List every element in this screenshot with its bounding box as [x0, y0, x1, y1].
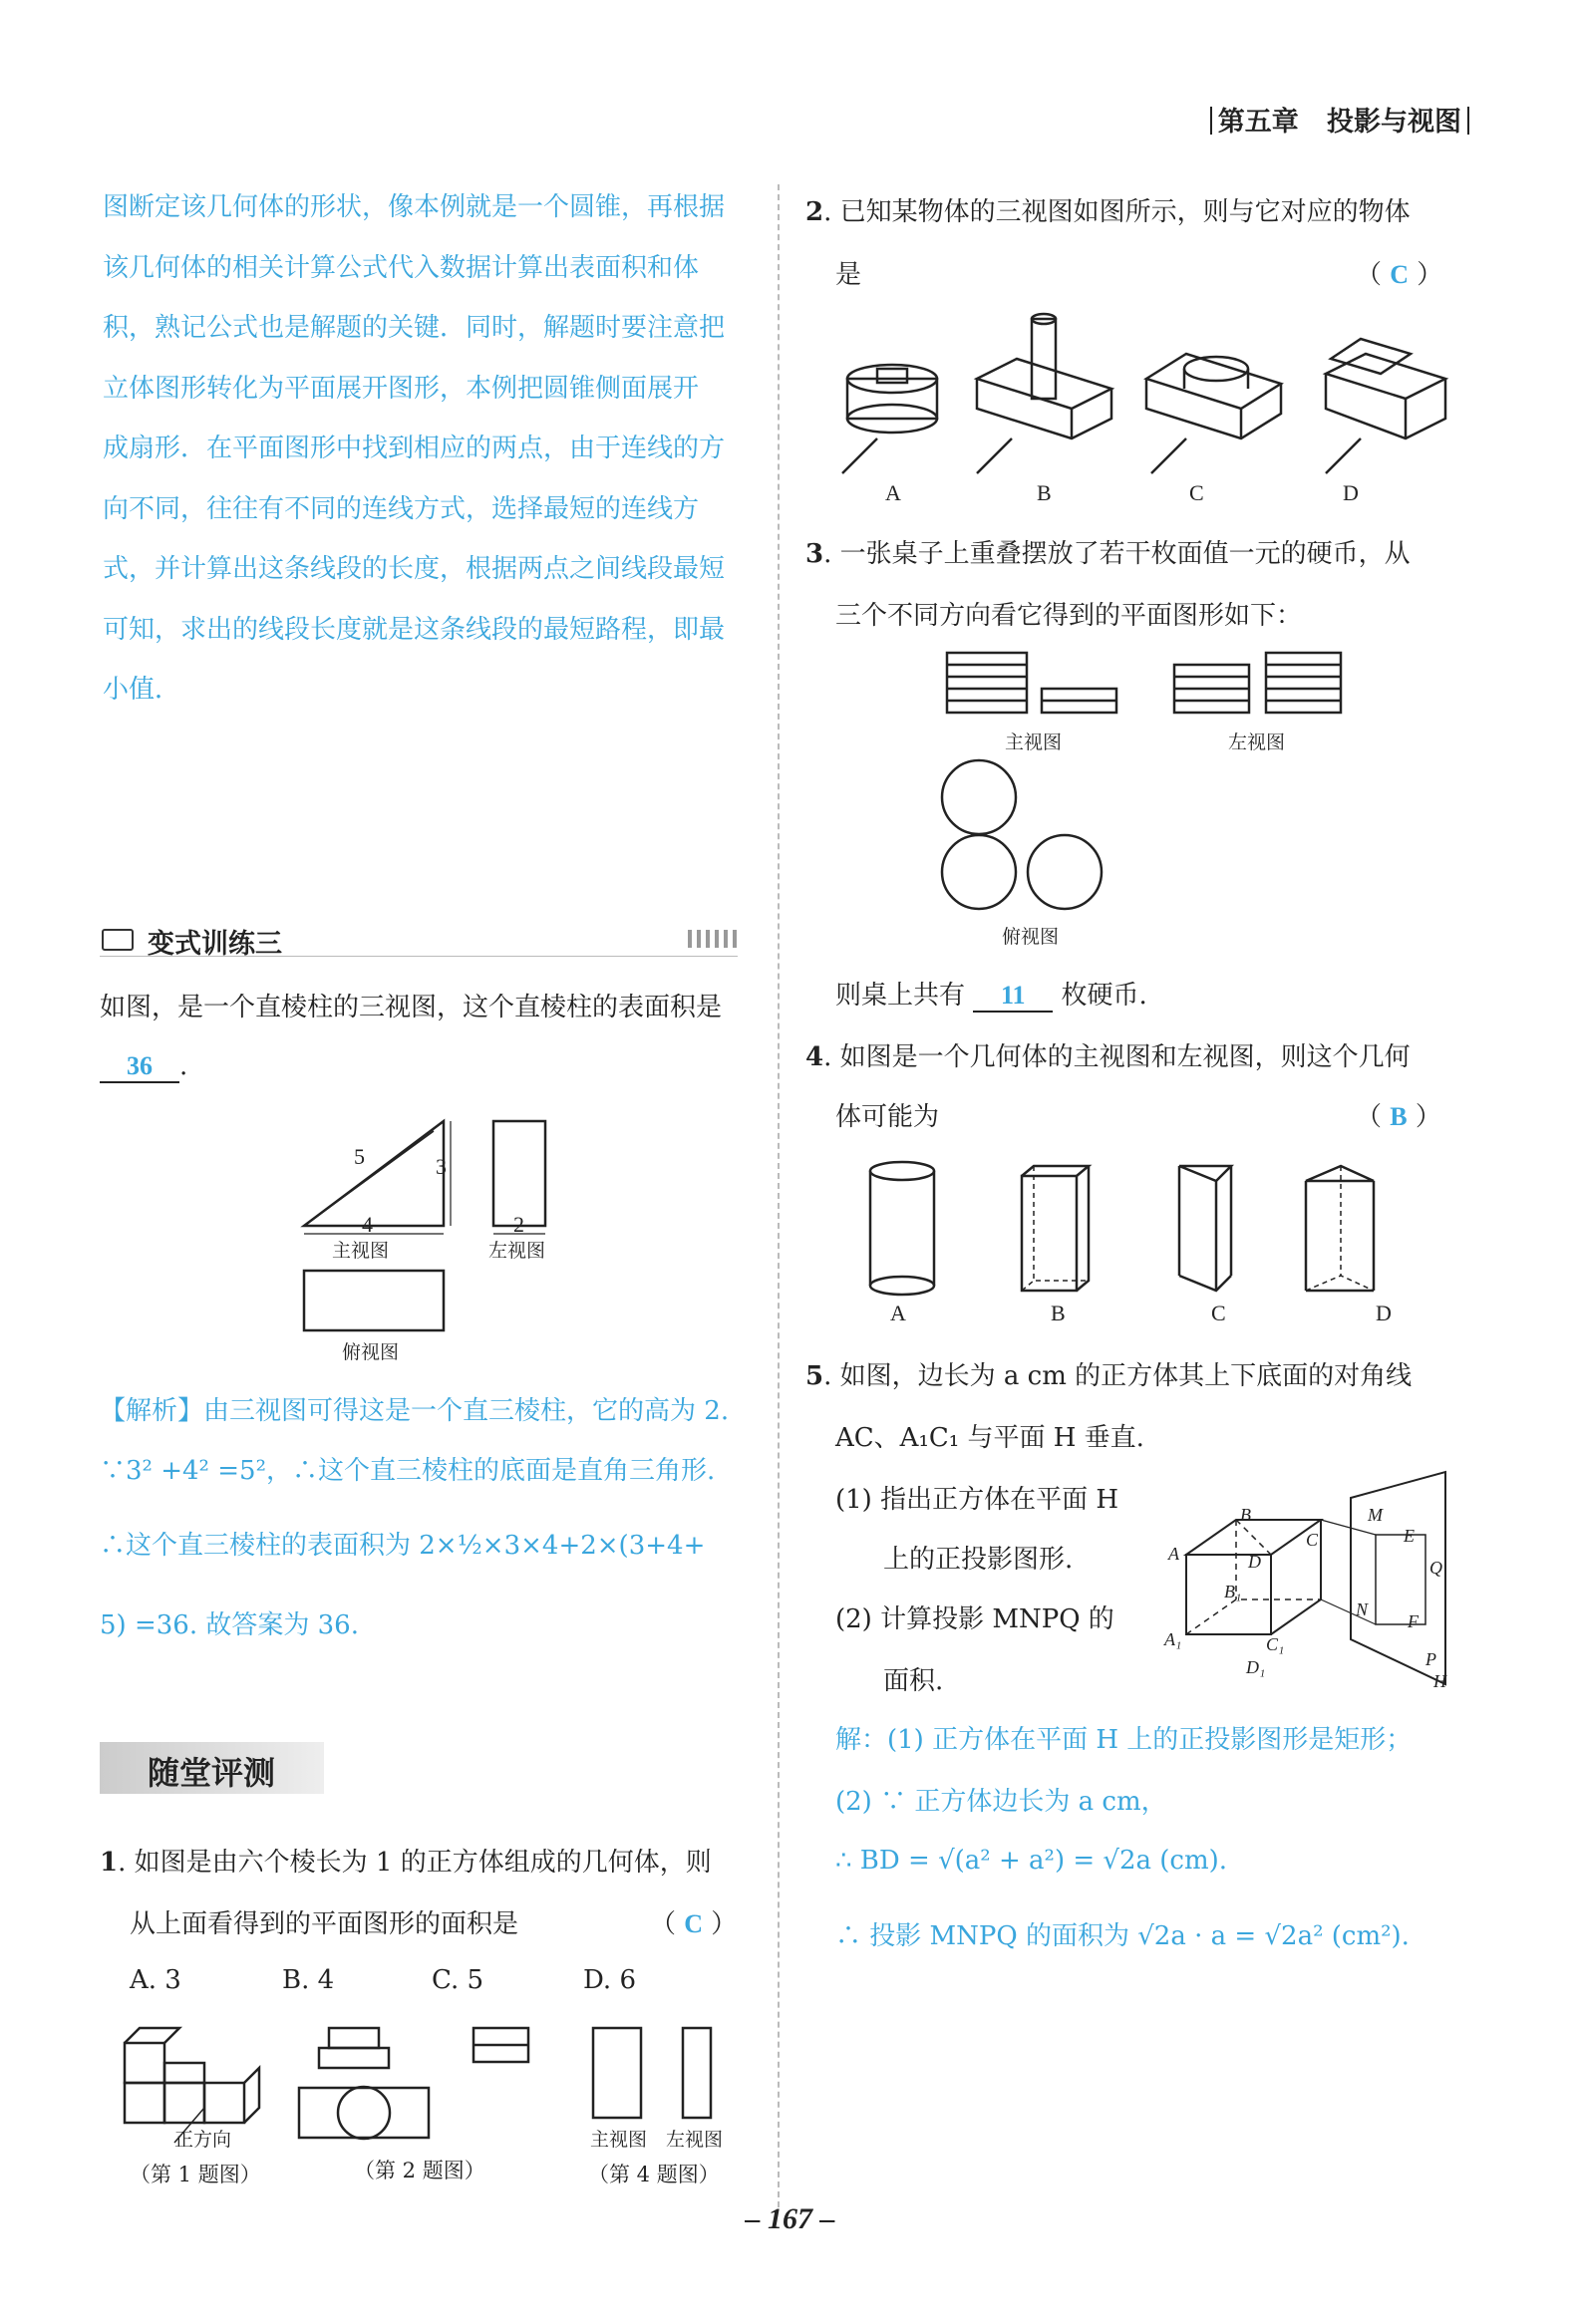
intro-line: 向不同，往往有不同的连线方式，选择最短的连线方: [103, 493, 700, 524]
q1-answer: C: [684, 1909, 704, 1938]
label-a1: A₁: [1164, 1629, 1182, 1649]
intro-line: 积，熟记公式也是解题的关键．同时，解题时要注意把: [103, 313, 726, 343]
q4-figures: [857, 1161, 1455, 1301]
q1-option-b: B. 4: [282, 1965, 335, 1995]
q5-sub2: (2) 计算投影 MNPQ 的: [835, 1604, 1114, 1634]
variant-title: 变式训练三: [148, 929, 282, 960]
solution-line: 由三视图可得这是一个直三棱柱，它的高为 2.: [203, 1396, 730, 1426]
q4-text: 体可能为: [835, 1102, 940, 1132]
intro-line: 式，并计算出这条线段的长度，根据两点之间线段最短: [103, 554, 726, 584]
q1-number: 1: [100, 1848, 119, 1878]
intro-line: 图断定该几何体的形状，像本例就是一个圆锥，再根据: [103, 192, 726, 222]
label-3: 3: [436, 1154, 447, 1179]
q2-figures: [837, 299, 1495, 478]
q3-text: 三个不同方向看它得到的平面图形如下：: [835, 601, 1303, 631]
decor-bars: [688, 930, 738, 948]
label-n: N: [1356, 1599, 1369, 1619]
q1-caption-4: （第 4 题图）: [588, 2163, 720, 2186]
label-p: P: [1425, 1649, 1436, 1669]
q1-text: 从上面看得到的平面图形的面积是: [130, 1909, 519, 1939]
q5-solution-line: ∴ BD = √(a² + a²) = √2a (cm).: [835, 1846, 1228, 1876]
chapter-title: 投影与视图: [1327, 107, 1461, 138]
q5-solution-line: (2) ∵ 正方体边长为 a cm，: [835, 1787, 1167, 1817]
caption-left: 左视图: [488, 1240, 546, 1262]
label-b1: B₁: [1224, 1582, 1242, 1601]
label-c1: C₁: [1266, 1634, 1285, 1654]
caption-front: 主视图: [332, 1240, 390, 1262]
q3-text: 一张桌子上重叠摆放了若干枚面值一元的硬币，从: [839, 539, 1411, 569]
q3-figures: [937, 648, 1356, 937]
q4-text: 如图是一个几何体的主视图和左视图，则这个几何: [839, 1042, 1411, 1072]
label-e: E: [1404, 1526, 1415, 1546]
section-title: 随堂评测: [148, 1754, 276, 1792]
q5-figure-labels: [1164, 1470, 1455, 1699]
rect-left-view: [493, 1121, 545, 1226]
q2-label-c: C: [1189, 480, 1204, 505]
q1-option-d: D. 6: [583, 1965, 636, 1995]
q5-sub1: (1) 指出正方体在平面 H: [835, 1485, 1119, 1515]
intro-line: 小值．: [103, 675, 181, 705]
intro-line: 成扇形．在平面图形中找到相应的两点，由于连线的方: [103, 434, 726, 463]
q4-left-caption: 左视图: [666, 2129, 724, 2151]
chapter-label: 第五章: [1217, 107, 1299, 138]
column-divider: [778, 184, 780, 2207]
rect-top-view: [304, 1271, 444, 1330]
solution-line: ∴这个直三棱柱的表面积为 2×½×3×4+2×(3+4+: [100, 1531, 706, 1561]
label-m: M: [1368, 1505, 1383, 1525]
q3-number: 3: [805, 539, 824, 569]
q3-answer-prefix: 则桌上共有: [835, 981, 966, 1011]
q4-label-b: B: [1051, 1301, 1066, 1325]
q2-label-a: A: [885, 480, 901, 505]
q2-text: 是: [835, 260, 862, 290]
q2-text: 已知某物体的三视图如图所示，则与它对应的物体: [839, 197, 1411, 227]
q4-label-d: D: [1376, 1301, 1392, 1325]
q4-number: 4: [805, 1042, 824, 1072]
q2-answer: C: [1390, 260, 1410, 289]
section-banner: [100, 1742, 324, 1794]
variant-answer: 36: [100, 1051, 179, 1083]
q5-number: 5: [805, 1361, 824, 1391]
q3-front-caption: 主视图: [1005, 731, 1063, 753]
caption-top: 俯视图: [342, 1341, 400, 1363]
q5-text: AC、A₁C₁ 与平面 H 垂直.: [835, 1423, 1144, 1453]
q4-front-caption: 主视图: [590, 2129, 648, 2151]
q5-sub1: 上的正投影图形.: [883, 1545, 1074, 1575]
q1-caption-2: （第 2 题图）: [354, 2159, 485, 2182]
label-5: 5: [354, 1144, 365, 1169]
q2-label-d: D: [1343, 480, 1359, 505]
variant-question: 如图，是一个直棱柱的三视图，这个直棱柱的表面积是: [100, 993, 723, 1022]
q5-text: 如图，边长为 a cm 的正方体其上下底面的对角线: [839, 1361, 1413, 1391]
intro-line: 可知，求出的线段长度就是这条线段的最短路程，即最: [103, 614, 726, 645]
solution-tag: 【解析】: [100, 1396, 204, 1426]
variant-header: [100, 922, 738, 960]
q3-left-caption: 左视图: [1228, 731, 1286, 753]
label-d: D: [1248, 1552, 1261, 1572]
label-b: B: [1240, 1505, 1251, 1525]
q3-answer-suffix: 枚硬币.: [1061, 981, 1147, 1011]
label-f: F: [1408, 1611, 1419, 1631]
page-number: – 167 –: [745, 2202, 835, 2235]
q4-label-a: A: [890, 1301, 906, 1325]
label-2: 2: [513, 1212, 524, 1237]
intro-paragraph: [103, 177, 751, 721]
solution-line: 5) =36. 故答案为 36.: [100, 1610, 359, 1640]
intro-line: 该几何体的相关计算公式代入数据计算出表面积和体: [103, 252, 700, 283]
q5-solution-line: 解：(1) 正方体在平面 H 上的正投影图形是矩形；: [835, 1725, 1413, 1755]
label-q: Q: [1429, 1558, 1442, 1578]
q2-number: 2: [805, 197, 824, 227]
q1-option-c: C. 5: [432, 1965, 484, 1995]
q1-text: 如图是由六个棱长为 1 的正方体组成的几何体，则: [134, 1848, 712, 1878]
label-c: C: [1306, 1530, 1319, 1550]
video-icon: [102, 929, 134, 951]
q3-top-caption: 俯视图: [1002, 926, 1060, 948]
label-4: 4: [362, 1212, 373, 1237]
variant-period: .: [179, 1051, 188, 1081]
label-h: H: [1433, 1671, 1446, 1691]
label-a: A: [1168, 1544, 1179, 1564]
q1-direction-label: 正方向: [174, 2129, 232, 2151]
q3-answer: 11: [973, 981, 1053, 1013]
label-d1: D₁: [1246, 1657, 1266, 1677]
q5-solution-line: ∴ 投影 MNPQ 的面积为 √2a · a = √2a² (cm²).: [835, 1921, 1410, 1951]
solution-line: ∵3² +4² =5²，∴这个直三棱柱的底面是直角三角形.: [100, 1456, 716, 1486]
q1-option-a: A. 3: [130, 1965, 181, 1995]
q5-sub2: 面积.: [883, 1666, 944, 1696]
page-header: [1204, 100, 1475, 139]
q1-caption-1: （第 1 题图）: [130, 2163, 261, 2186]
intro-line: 立体图形转化为平面展开图形，本例把圆锥侧面展开: [103, 373, 700, 404]
q4-label-c: C: [1211, 1301, 1226, 1325]
q4-answer: B: [1390, 1102, 1408, 1131]
q2-label-b: B: [1037, 480, 1052, 505]
